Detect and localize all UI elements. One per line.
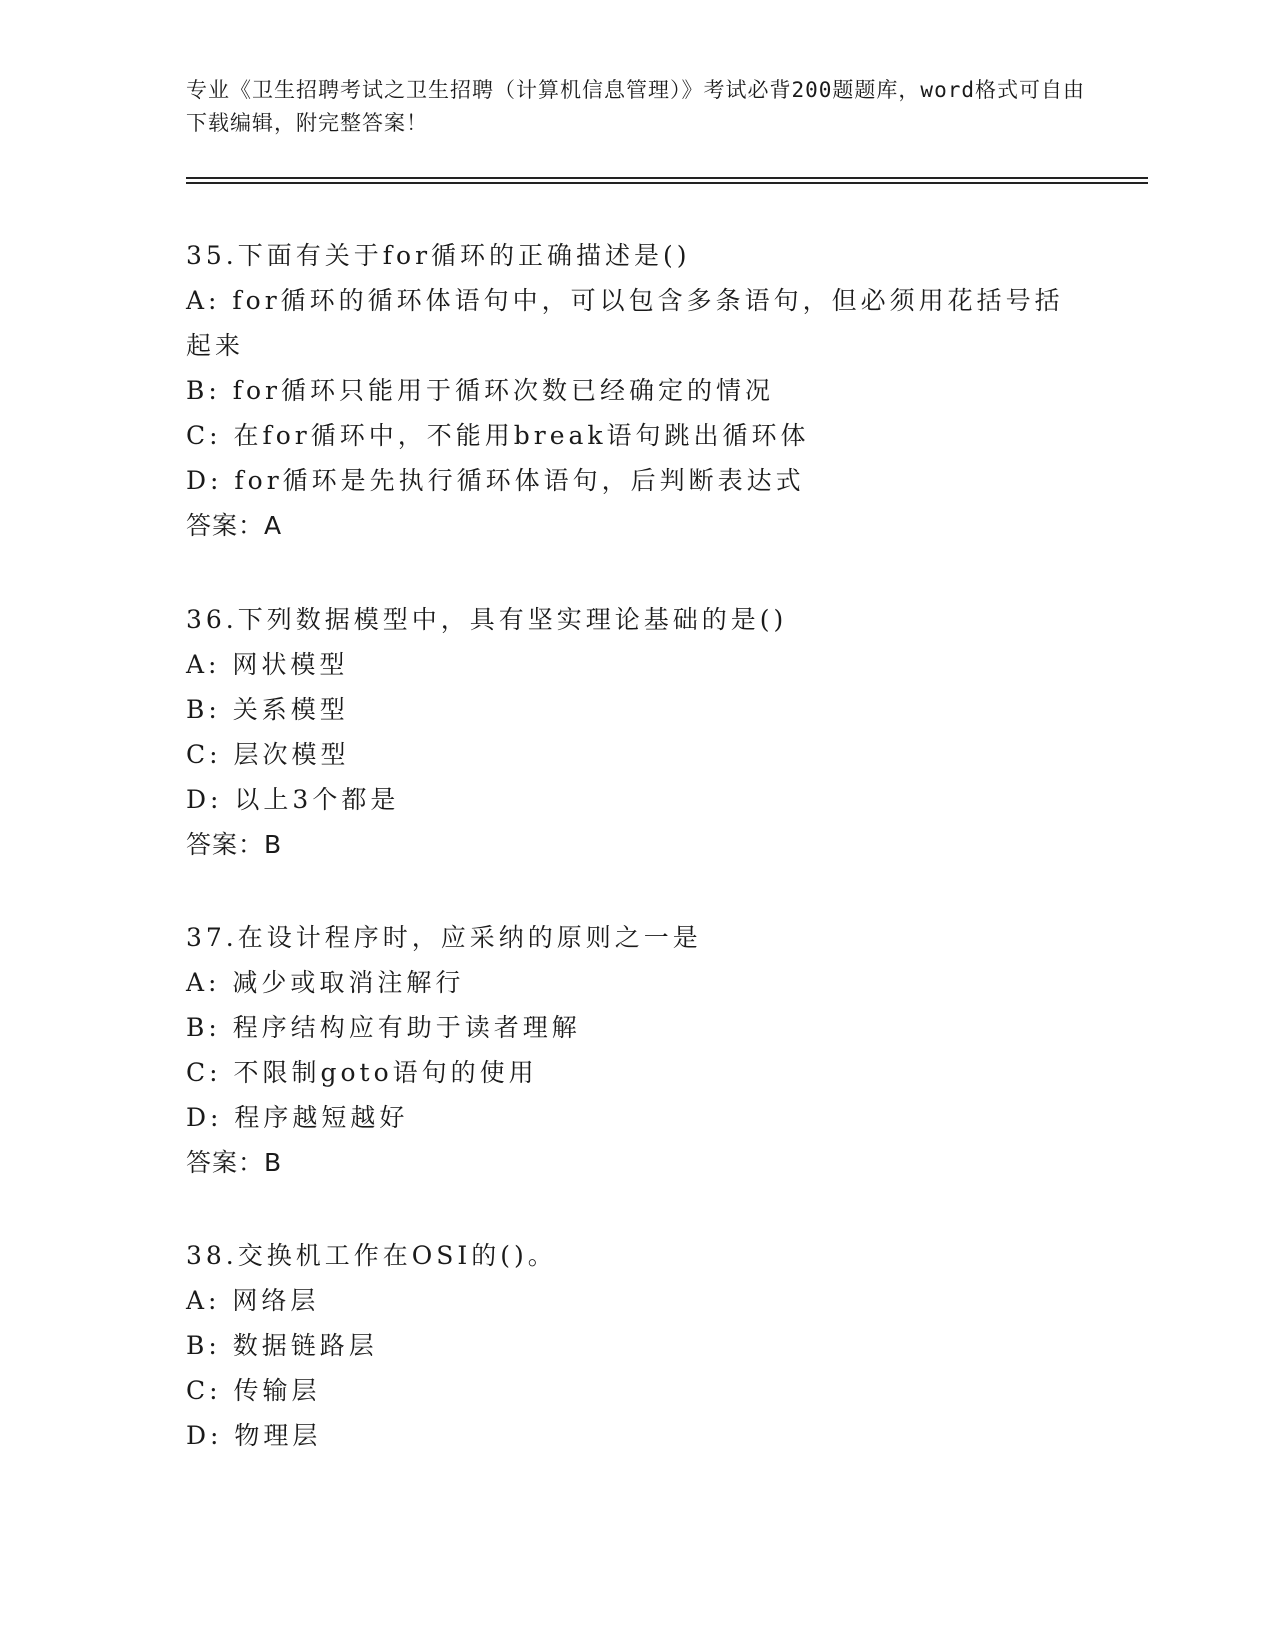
question-stem: 37.在设计程序时，应采纳的原则之一是 (186, 923, 702, 952)
option-a: A: for循环的循环体语句中，可以包含多条语句，但必须用花括号括起来 (186, 286, 1064, 360)
option-b: B: 关系模型 (186, 695, 349, 724)
option-b: B: 程序结构应有助于读者理解 (186, 1013, 581, 1042)
option-b: B: 数据链路层 (186, 1331, 378, 1360)
option-d: D: for循环是先执行循环体语句，后判断表达式 (186, 466, 805, 495)
question-stem: 35.下面有关于for循环的正确描述是() (186, 241, 691, 270)
question-stem: 36.下列数据模型中，具有坚实理论基础的是() (186, 605, 788, 634)
question-stem: 38.交换机工作在OSI的()。 (186, 1241, 557, 1270)
header-divider-bottom (186, 182, 1148, 184)
question-36 (186, 597, 1086, 867)
question-37 (186, 915, 1086, 1185)
option-c: C: 不限制goto语句的使用 (186, 1058, 538, 1087)
answer-line: 答案：B (186, 830, 283, 859)
question-38 (186, 1233, 1086, 1458)
option-d: D: 程序越短越好 (186, 1103, 409, 1132)
answer-line: 答案：B (186, 1148, 283, 1177)
option-a: A: 网络层 (186, 1286, 320, 1315)
option-d: D: 物理层 (186, 1421, 322, 1450)
option-c: C: 层次模型 (186, 740, 350, 769)
option-c: C: 传输层 (186, 1376, 321, 1405)
option-d: D: 以上3个都是 (186, 785, 400, 814)
option-b: B: for循环只能用于循环次数已经确定的情况 (186, 376, 774, 405)
answer-line: 答案：A (186, 511, 283, 540)
header-divider-top (186, 177, 1148, 179)
option-a: A: 网状模型 (186, 650, 349, 679)
document-intro: 专业《卫生招聘考试之卫生招聘（计算机信息管理）》考试必背200题题库，word格式可自由下载编辑，附完整答案！ (186, 78, 1085, 135)
option-c: C: 在for循环中，不能用break语句跳出循环体 (186, 421, 810, 450)
question-35 (186, 233, 1086, 548)
option-a: A: 减少或取消注解行 (186, 968, 465, 997)
